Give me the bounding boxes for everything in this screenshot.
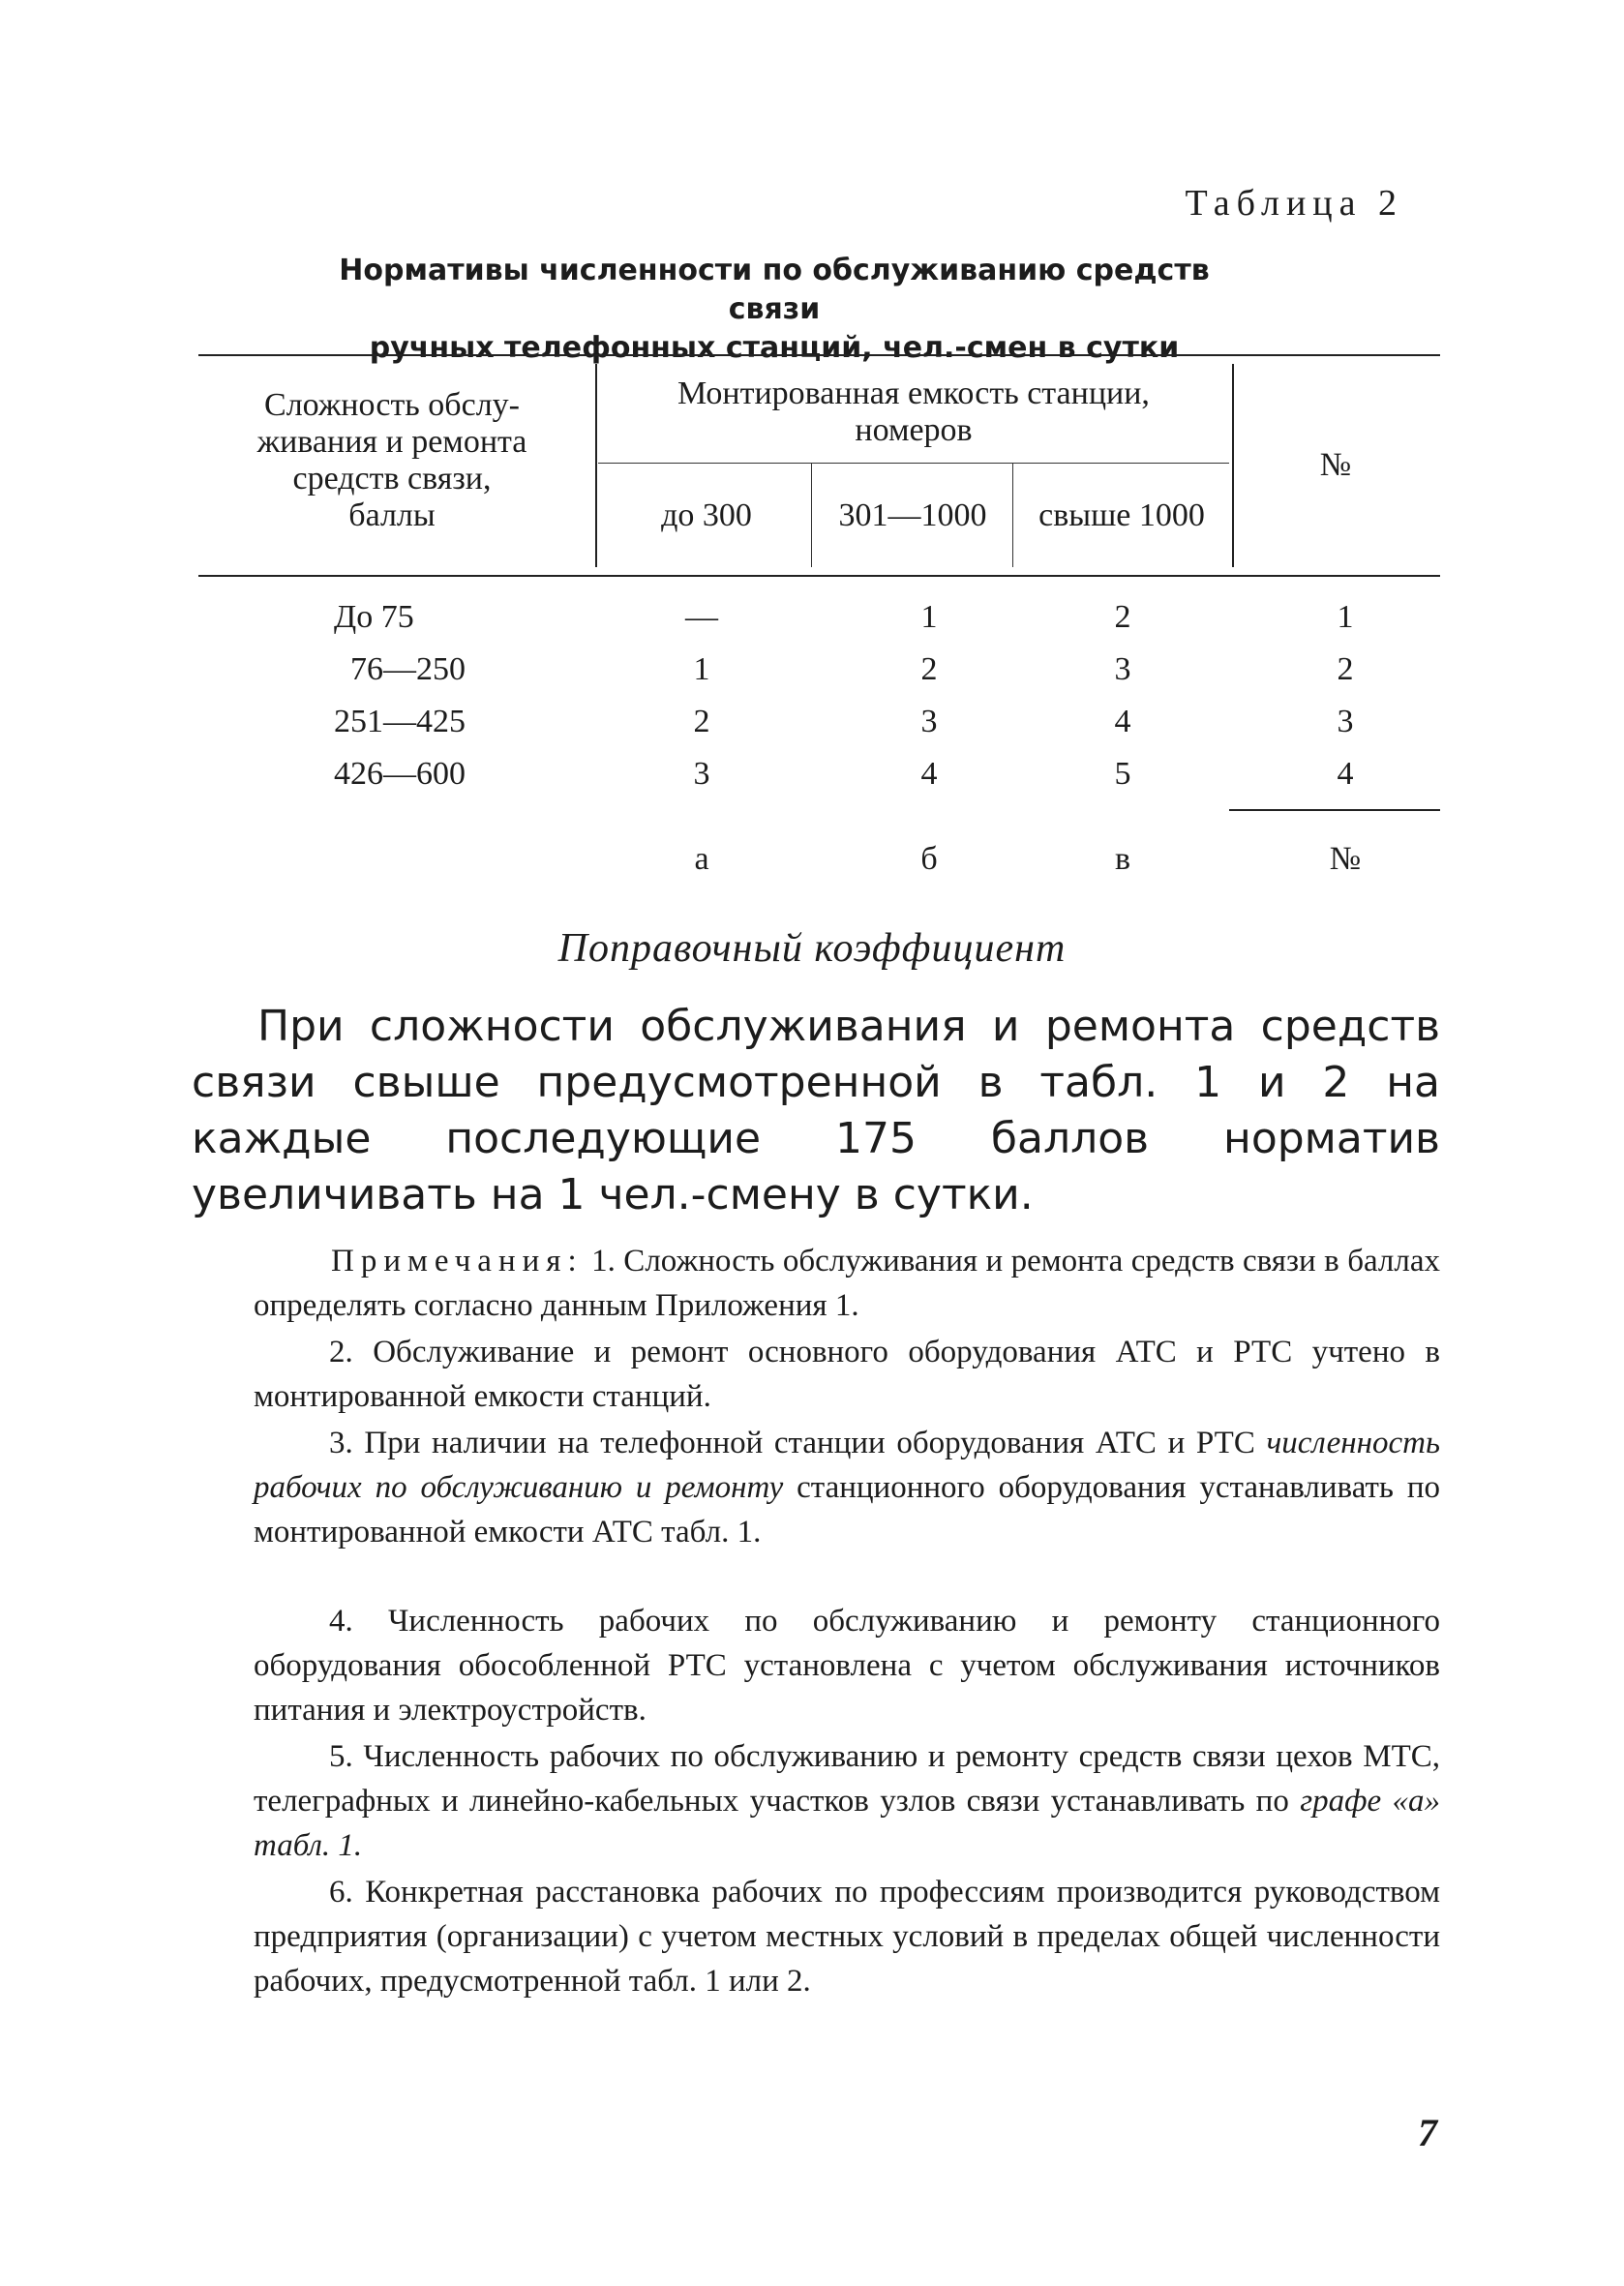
letter-a: а xyxy=(694,841,709,877)
cell-c: 4 xyxy=(1114,704,1131,739)
table-row xyxy=(0,755,1624,794)
cell-no: 2 xyxy=(1337,651,1354,687)
table-label: Таблица 2 xyxy=(1185,183,1403,224)
row-range: 251—425 xyxy=(334,704,466,739)
note-3-italic: численность рабочих по обслуживанию и ремонту xyxy=(254,1426,1440,1505)
note-6: 6. Конкретная расстановка рабочих по профессиям производится руководством предприятия (организации) с учетом местных условий в пределах общей численности рабочих, предусмотренной табл. 1 или 2. xyxy=(254,1875,1440,1999)
table-bottom-rule xyxy=(1229,809,1440,811)
header-col-no: № xyxy=(1319,447,1352,483)
header-complexity-line3: средств связи, xyxy=(292,461,492,496)
page-number: 7 xyxy=(1418,2111,1437,2154)
cell-a: 1 xyxy=(693,651,710,687)
header-capacity-line1: Монтированная емкость станции, xyxy=(677,376,1150,411)
row-range: До 75 xyxy=(334,599,414,635)
letter-b: б xyxy=(920,841,938,877)
table-column-letters xyxy=(0,840,1624,879)
table-top-rule xyxy=(198,354,1440,356)
header-capacity-line2: номеров xyxy=(855,412,973,448)
note-3-end: станционного оборудования устанавливать по монтированной емкости АТС табл. 1. xyxy=(254,1470,1441,1549)
table-header-rule xyxy=(198,575,1440,577)
note-3-start: 3. При наличии на телефонной станции оборудования АТС и РТС xyxy=(329,1426,1255,1460)
cell-a: 2 xyxy=(693,704,710,739)
note-2: 2. Обслуживание и ремонт основного оборудования АТС и РТС учтено в монтированной емкости станций. xyxy=(254,1335,1440,1414)
cell-no: 3 xyxy=(1337,704,1354,739)
cell-b: 2 xyxy=(920,651,938,687)
row-range: 426—600 xyxy=(334,756,466,792)
cell-c: 3 xyxy=(1114,651,1131,687)
table-row xyxy=(0,650,1624,689)
header-col-a: до 300 xyxy=(661,497,752,533)
header-complexity-line2: живания и ремонта xyxy=(256,424,527,460)
cell-a: 3 xyxy=(693,756,710,792)
cell-no: 4 xyxy=(1337,756,1354,792)
note-5-italic: графе «а» табл. 1. xyxy=(254,1784,1441,1863)
table-col-divider-1 xyxy=(595,364,597,567)
cell-b: 3 xyxy=(920,704,938,739)
correction-text xyxy=(192,999,1440,1223)
cell-no: 1 xyxy=(1337,599,1354,635)
table-subcol-divider-1 xyxy=(811,463,812,567)
notes-label: Примечания: xyxy=(331,1244,584,1278)
header-col-c: свыше 1000 xyxy=(1038,497,1205,533)
note-5-start: 5. Численность рабочих по обслуживанию и ремонту средств связи цехов МТС, телеграфных и линейно-кабельных участков узлов связи устанавливать по xyxy=(254,1739,1440,1819)
cell-c: 5 xyxy=(1114,756,1131,792)
header-complexity xyxy=(198,387,586,534)
table-caption-line1: Нормативы численности по обслуживанию средств связи xyxy=(339,254,1210,326)
table-caption-line2: ручных телефонных станций, чел.-смен в сутки xyxy=(369,331,1180,365)
note-5 xyxy=(254,1734,1440,1868)
header-col-b: 301—1000 xyxy=(838,497,987,533)
correction-paragraph: При сложности обслуживания и ремонта средств связи свыше предусмотренной в табл. 1 и 2 на каждые последующие 175 баллов норматив увеличивать на 1 чел.-смену в сутки. xyxy=(192,1002,1440,1219)
note-4: 4. Численность рабочих по обслуживанию и ремонту станционного оборудования обособленной РТС установлена с учетом обслуживания источников питания и электроустройств. xyxy=(254,1604,1440,1728)
letter-c: в xyxy=(1114,841,1131,877)
cell-b: 4 xyxy=(920,756,938,792)
table-row xyxy=(0,598,1624,637)
header-capacity xyxy=(598,376,1229,449)
table-row xyxy=(0,703,1624,741)
cell-c: 2 xyxy=(1114,599,1131,635)
table-col-divider-2 xyxy=(1232,364,1234,567)
header-complexity-line1: Сложность обслу- xyxy=(264,387,520,423)
table-caption xyxy=(290,252,1258,368)
table-subcol-divider-2 xyxy=(1012,463,1013,567)
header-complexity-line4: баллы xyxy=(348,497,436,533)
note-1-text: 1. Сложность обслуживания и ремонта средств связи в баллах определять согласно данным Приложения 1. xyxy=(254,1244,1440,1323)
letter-no: № xyxy=(1329,841,1362,877)
row-range: 76—250 xyxy=(350,651,466,687)
note-1 xyxy=(254,1239,1440,1328)
correction-title: Поправочный коэффициент xyxy=(557,926,1067,971)
cell-a: — xyxy=(685,599,718,635)
table-subheader-rule xyxy=(598,463,1229,464)
cell-b: 1 xyxy=(920,599,938,635)
note-3 xyxy=(254,1421,1440,1554)
